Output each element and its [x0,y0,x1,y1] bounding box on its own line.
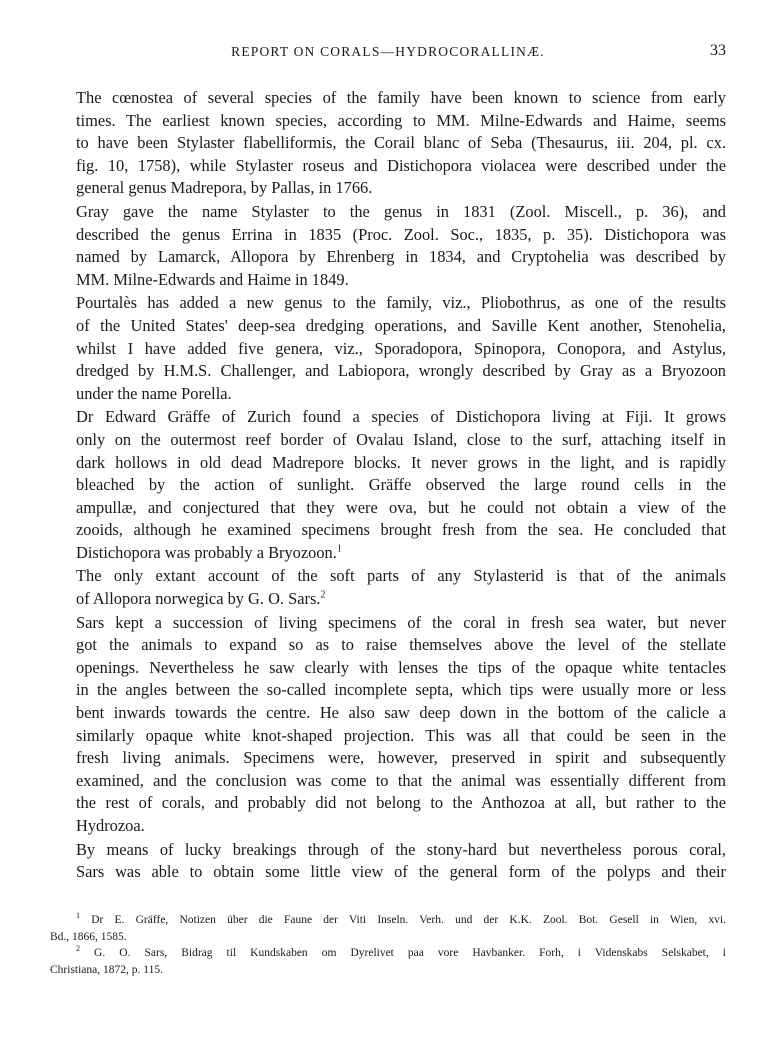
text-line: times. The earliest known species, according to MM. Milne-Edwards and Haime, seems [76,110,726,130]
text-line: described the genus Errina in 1835 (Proc. Zool. Soc., 1835, p. 35). Distichopora was [76,224,726,244]
paragraph-6 [50,612,726,838]
text-line: named by Lamarck, Allopora by Ehrenberg in 1834, and Cryptohelia was described by [76,247,726,267]
footnote-ref: 2 [320,589,326,601]
paragraph-2 [50,201,726,291]
text-line: in the angles between the so-called incomplete septa, which tips were usually more or less [76,680,726,700]
footnote-2 [50,945,726,978]
footnote-line: Bd., 1866, 1585. [50,930,127,943]
text-line: MM. Milne-Edwards and Haime in 1849. [76,269,349,289]
text-line: Sars was able to obtain some little view of the general form of the polyps and their [76,862,726,882]
text-line: whilst I have added five genera, viz., Sporadopora, Spinopora, Conopora, and Astylus, [76,338,726,358]
footnote-mark: 2 [76,944,80,954]
footnote-1 [50,912,726,945]
text-line: dredged by H.M.S. Challenger, and Labiopora, wrongly described by Gray as a Bryozoon [76,361,726,381]
text-line: The only extant account of the soft parts of any Stylasterid is that of the animals [76,566,726,586]
footnote-line: Christiana, 1872, p. 115. [50,963,163,976]
footnote-mark: 1 [76,911,80,921]
text-line: only on the outermost reef border of Ovalau Island, close to the surf, attaching itself in [76,429,726,449]
running-title: REPORT ON CORALS—HYDROCORALLINÆ. [231,44,545,59]
text-line: Dr Edward Gräffe of Zurich found a species of Distichopora living at Fiji. It grows [76,407,726,427]
text-line: The cœnostea of several species of the family have been known to science from early [76,88,726,107]
text-line [50,542,726,565]
text-line-content: Distichopora was probably a Bryozoon. [76,542,337,562]
text-line: bent inwards towards the centre. He also saw deep down in the bottom of the calicle a [76,703,726,723]
text-line: Pourtalès has added a new genus to the family, viz., Pliobothrus, as one of the results [76,293,726,313]
text-line: the rest of corals, and probably did not belong to the Anthozoa at all, but rather to the [76,793,726,813]
text-line: examined, and the conclusion was come to that the animal was essentially different from [76,770,726,790]
footnote-line [50,945,726,962]
text-line-content: of Allopora norwegica by G. O. Sars. [76,589,321,609]
paragraph-7 [50,839,726,884]
footnote-line [50,912,726,929]
text-line: similarly opaque white knot-shaped projection. This was all that could be seen in the [76,725,726,745]
footnote-text: Dr E. Gräffe, Notizen über die Faune der Viti Inseln. Verh. und der K.K. Zool. Bot. Gesell in Wien, xvi. [91,914,726,926]
footnotes [50,912,726,978]
text-line: bleached by the action of sunlight. Gräffe observed the large round cells in the [76,475,726,495]
text-line: dark hollows in old dead Madrepore blocks. It never grows in the light, and is rapidly [76,452,726,472]
paragraph-5 [50,565,726,610]
text-line: of the United States' deep-sea dredging operations, and Saville Kent another, Stenohelia, [76,315,726,335]
text-line: Gray gave the name Stylaster to the genus in 1831 (Zool. Miscell., p. 36), and [76,201,726,221]
text-line: general genus Madrepora, by Pallas, in 1766. [76,178,373,198]
footnote-ref: 1 [336,543,342,555]
text-line: fresh living animals. Specimens were, however, preserved in spirit and subsequently [76,748,726,768]
text-line: openings. Nevertheless he saw clearly with lenses the tips of the opaque white tentacles [76,657,726,677]
text-line: Sars kept a succession of living specimens of the coral in fresh sea water, but never [76,612,726,632]
paragraph-1 [50,87,726,200]
text-line [50,588,726,611]
page-number: 33 [710,42,726,59]
footnote-text: G. O. Sars, Bidrag til Kundskaben om Dyrelivet paa vore Havbanker. Forh, i Videnskabs Selskabet, i [94,947,726,959]
paragraph-4 [50,406,726,564]
text-line: By means of lucky breakings through of the stony-hard but nevertheless porous coral, [76,839,726,859]
paragraph-3 [50,292,726,405]
text-line: to have been Stylaster flabelliformis, the Corail blanc of Seba (Thesaurus, iii. 204, pl. cx. [76,133,726,153]
text-line: Hydrozoa. [76,816,145,835]
body-text [50,87,726,884]
text-line: got the animals to expand so as to raise themselves above the level of the stellate [76,635,726,655]
text-line: zooids, although he examined specimens brought fresh from the sea. He concluded that [76,520,726,540]
text-line: under the name Porella. [76,383,232,403]
text-line: ampullæ, and conjectured that they were ova, but he could not obtain a view of the [76,497,726,517]
text-line: fig. 10, 1758), while Stylaster roseus and Distichopora violacea were described under the [76,155,726,175]
